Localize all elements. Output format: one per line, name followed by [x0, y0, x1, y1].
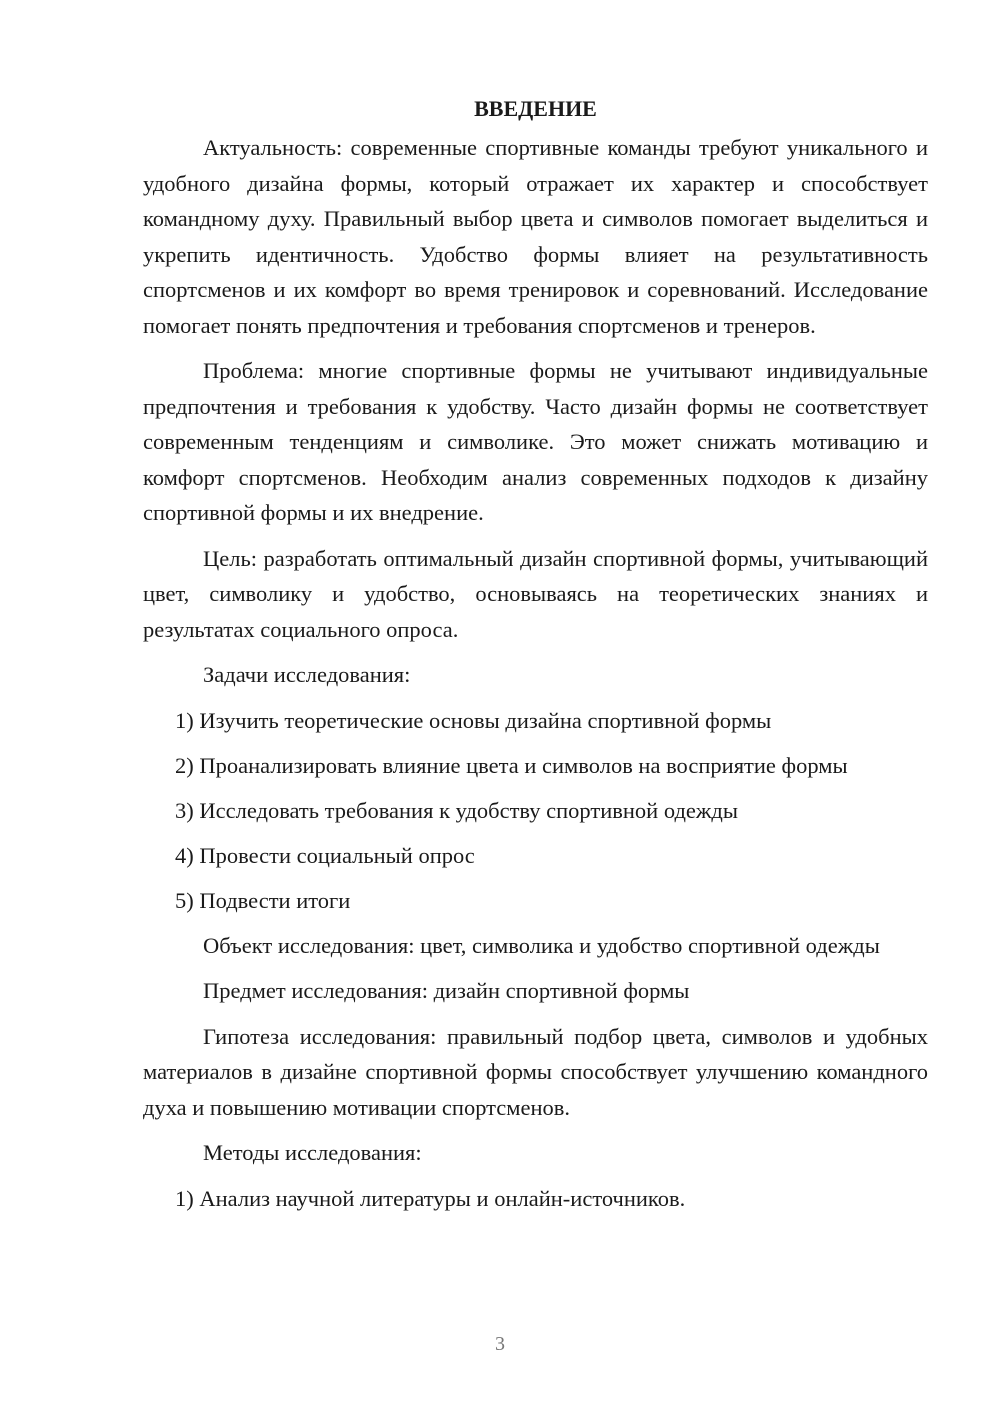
tasks-heading: Задачи исследования: — [203, 662, 411, 687]
list-item: 2) Проанализировать влияние цвета и символов на восприятие формы — [175, 752, 848, 778]
object-paragraph: Объект исследования: цвет, символика и удобство спортивной одежды — [203, 932, 880, 958]
list-item: 1) Анализ научной литературы и онлайн-источников. — [175, 1185, 686, 1211]
page-title: ВВЕДЕНИЕ — [474, 96, 597, 121]
hypothesis-paragraph: Гипотеза исследования: правильный подбор цвета, символов и удобных материалов в дизайне спортивной формы способствует улучшению командного духа и повышению мотивации спортсменов. — [143, 1023, 928, 1120]
methods-heading: Методы исследования: — [203, 1140, 422, 1165]
tasks-list — [143, 703, 928, 919]
methods-list — [143, 1181, 928, 1217]
goal-paragraph: Цель: разработать оптимальный дизайн спортивной формы, учитывающий цвет, символику и удобство, основываясь на теоретических знаниях и результатах социального опроса. — [143, 545, 928, 642]
problem-paragraph: Проблема: многие спортивные формы не учитывают индивидуальные предпочтения и требования к удобству. Часто дизайн формы не соответствует современным тенденциям и символике. Это может снижать мотивацию и комфорт спортсменов. Необходим анализ современных подходов к дизайну спортивной формы и их внедрение. — [143, 358, 928, 525]
document-body — [143, 90, 928, 1226]
list-item: 3) Исследовать требования к удобству спортивной одежды — [175, 797, 738, 823]
page-number: 3 — [495, 1333, 505, 1355]
actuality-paragraph: Актуальность: современные спортивные команды требуют уникального и удобного дизайна формы, который отражает их характер и способствует командному духу. Правильный выбор цвета и символов помогает выделиться и укрепить идентичность. Удобство формы влияет на результативность спортсменов и их комфорт во время тренировок и соревнований. Исследование помогает понять предпочтения и требования спортсменов и тренеров. — [143, 135, 928, 338]
list-item: 5) Подвести итоги — [175, 887, 351, 913]
list-item: 4) Провести социальный опрос — [175, 842, 475, 868]
subject-paragraph: Предмет исследования: дизайн спортивной формы — [203, 978, 690, 1003]
list-item: 1) Изучить теоретические основы дизайна спортивной формы — [175, 707, 772, 733]
